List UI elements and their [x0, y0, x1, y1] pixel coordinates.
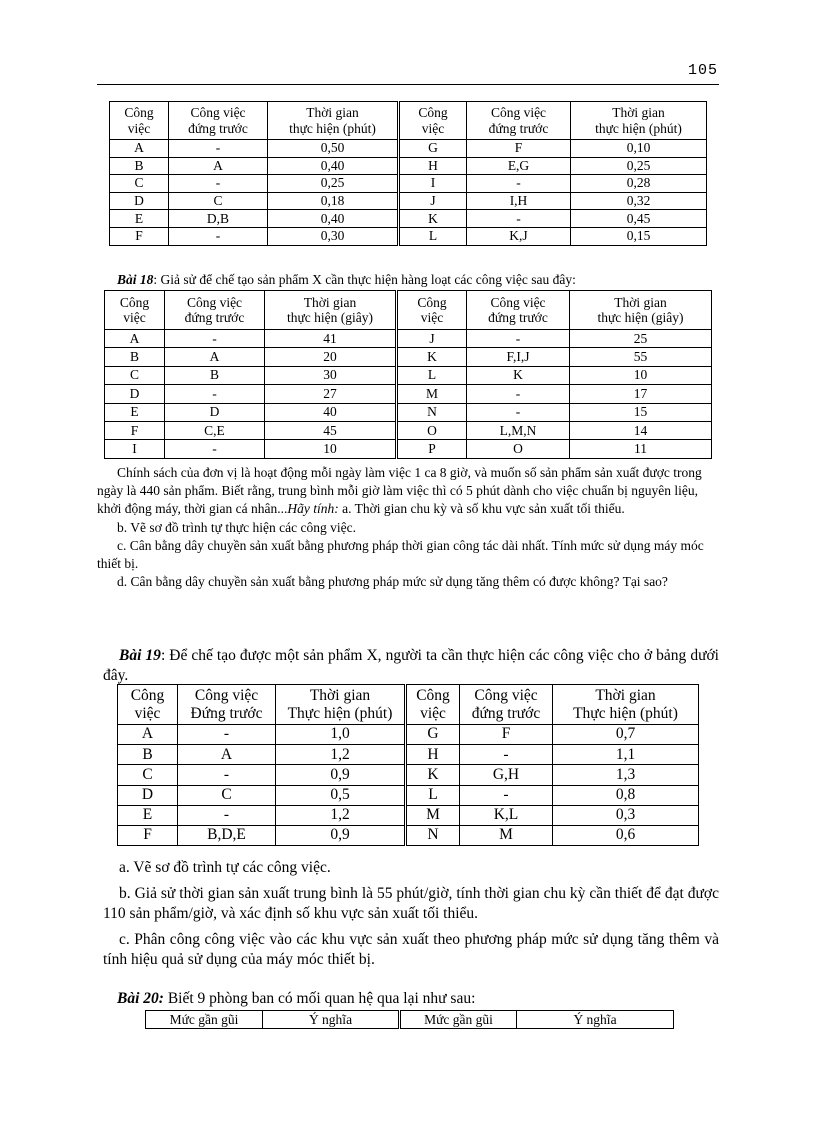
header-text: Công việc	[190, 105, 246, 121]
table-cell: B	[105, 348, 165, 366]
table-cell: H	[406, 745, 460, 765]
header-cell	[460, 685, 553, 725]
question-b: b. Vẽ sơ đồ trình tự thực hiện các công việc.	[117, 519, 356, 535]
table-cell: M	[406, 805, 460, 825]
header-text: việc	[134, 704, 161, 722]
table-cell: P	[397, 440, 467, 458]
header-text: việc	[127, 120, 151, 136]
header-text: Thời gian	[306, 105, 359, 121]
task-table-2	[104, 290, 712, 459]
table-cell: 0,5	[276, 785, 406, 805]
header-text: việc	[421, 120, 445, 136]
table-row	[110, 140, 707, 158]
table-cell: -	[178, 725, 276, 745]
table-cell: -	[467, 210, 571, 228]
exercise-intro: : Giả sử để chế tạo sản phẩm X cần thực hiện hàng loạt các công việc sau đây:	[153, 272, 576, 287]
table-cell: 0,18	[268, 192, 399, 210]
header-text: Công việc	[194, 687, 259, 705]
table-cell: 55	[570, 348, 712, 366]
table-cell: E	[110, 210, 169, 228]
table-row	[110, 157, 707, 175]
table-cell: G	[399, 140, 467, 158]
header-text: Công	[130, 687, 165, 705]
header-cell	[571, 102, 707, 140]
header-cell	[146, 1011, 263, 1029]
header-cell	[268, 102, 399, 140]
table-cell: I	[399, 175, 467, 193]
table-cell: H	[399, 157, 467, 175]
table-row	[105, 440, 712, 458]
table-cell: 17	[570, 385, 712, 403]
header-cell	[118, 685, 178, 725]
table-cell: E	[105, 403, 165, 421]
table-cell: O	[467, 440, 570, 458]
header-text: Thực hiện (phút)	[287, 704, 393, 722]
table-cell: 0,25	[571, 157, 707, 175]
task-table-1	[109, 101, 707, 246]
question-d: d. Cân bằng dây chuyền sản xuất bằng phương pháp mức sử dụng tăng thêm có được không? Tại sao?	[117, 574, 668, 590]
table-cell: F,I,J	[467, 348, 570, 366]
table-cell: -	[467, 330, 570, 348]
table-cell: -	[178, 805, 276, 825]
table-row	[118, 725, 699, 745]
table-row	[118, 745, 699, 765]
table-cell: I	[105, 440, 165, 458]
table-cell: L	[406, 785, 460, 805]
header-cell	[105, 291, 165, 330]
table-cell: D	[118, 785, 178, 805]
question-a: a. Vẽ sơ đồ trình tự các công việc.	[119, 859, 331, 876]
table-cell: E	[118, 805, 178, 825]
header-text: việc	[420, 704, 446, 722]
table-cell: B	[110, 157, 169, 175]
exercise-title: Bài 20:	[117, 990, 164, 1007]
table-row	[118, 805, 699, 825]
table-header	[118, 685, 699, 725]
table-cell: 15	[570, 403, 712, 421]
table-row	[105, 385, 712, 403]
header-text: Công	[119, 294, 150, 310]
table-row	[110, 175, 707, 193]
header-text: Thực hiện (phút)	[573, 704, 678, 722]
table-cell: 1,3	[553, 765, 699, 785]
table-cell: D	[165, 403, 265, 421]
table-cell: 0,28	[571, 175, 707, 193]
header-text: Công việc	[490, 105, 547, 121]
table-cell: K	[467, 366, 570, 384]
task-table-3	[117, 684, 699, 846]
table-cell: G	[406, 725, 460, 745]
table-cell: K	[399, 210, 467, 228]
table-cell: A	[105, 330, 165, 348]
header-cell	[517, 1011, 674, 1029]
header-row	[110, 102, 707, 140]
table-row	[105, 330, 712, 348]
table-cell: F	[467, 140, 571, 158]
table-cell: B	[118, 745, 178, 765]
table-cell: 20	[265, 348, 397, 366]
header-text: đứng trước	[488, 120, 549, 136]
table-cell: C	[118, 765, 178, 785]
header-text: Ý nghĩa	[308, 1011, 353, 1027]
table-cell: B	[165, 366, 265, 384]
table-row	[105, 366, 712, 384]
header-cell	[178, 685, 276, 725]
table-cell: M	[397, 385, 467, 403]
header-text: Công	[124, 105, 154, 121]
table-row	[118, 785, 699, 805]
header-cell	[169, 102, 268, 140]
header-text: Thời gian	[303, 294, 357, 310]
header-text: Công việc	[474, 687, 538, 705]
relationship-table	[145, 1010, 674, 1029]
table-cell: 1,2	[276, 805, 406, 825]
table-cell: 1,2	[276, 745, 406, 765]
table-cell: 40	[265, 403, 397, 421]
table-row	[110, 227, 707, 245]
table-cell: 41	[265, 330, 397, 348]
table-cell: F	[118, 825, 178, 845]
table-cell: -	[178, 765, 276, 785]
table-row	[118, 765, 699, 785]
table-cell: 0,7	[553, 725, 699, 745]
header-cell	[165, 291, 265, 330]
table-cell: 0,9	[276, 765, 406, 785]
table-row	[105, 348, 712, 366]
header-text: đứng trước	[184, 310, 245, 325]
table-cell: N	[406, 825, 460, 845]
table-cell: F	[105, 421, 165, 439]
table-cell: 0,40	[268, 157, 399, 175]
table-cell: A	[169, 157, 268, 175]
exercise-title: Bài 18	[117, 272, 154, 287]
header-text: thực hiện (phút)	[289, 120, 376, 136]
table-cell: K	[406, 765, 460, 785]
bai19-heading	[103, 646, 719, 686]
header-cell	[467, 102, 571, 140]
header-text: thực hiện (giây)	[286, 310, 374, 325]
table-cell: 14	[570, 421, 712, 439]
table-cell: 45	[265, 421, 397, 439]
table-cell: K	[397, 348, 467, 366]
header-row	[146, 1011, 674, 1029]
table-cell: 0,40	[268, 210, 399, 228]
table-cell: -	[460, 785, 553, 805]
table-cell: 0,6	[553, 825, 699, 845]
table-cell: B,D,E	[178, 825, 276, 845]
bai18-paragraph	[97, 464, 717, 519]
header-text: Công việc	[490, 294, 546, 310]
question-b: b. Giả sử thời gian sản xuất trung bình là 55 phút/giờ, tính thời gian chu kỳ cần thiết để đạt được 110 sản phẩm/giờ, và xác định số khu vực sản xuất tối thiểu.	[103, 885, 719, 922]
table-cell: 0,45	[571, 210, 707, 228]
table-cell: 30	[265, 366, 397, 384]
table-cell: 1,0	[276, 725, 406, 745]
table-cell: F	[460, 725, 553, 745]
table-cell: -	[169, 175, 268, 193]
header-text: Công	[417, 294, 447, 310]
table-cell: -	[165, 440, 265, 458]
table-cell: C	[110, 175, 169, 193]
table-cell: O	[397, 421, 467, 439]
table-cell: C	[105, 366, 165, 384]
header-text: Thời gian	[614, 294, 667, 310]
table-cell: 0,32	[571, 192, 707, 210]
table-cell: -	[467, 403, 570, 421]
table-cell: -	[460, 745, 553, 765]
header-cell	[276, 685, 406, 725]
header-text: Mức gần gũi	[169, 1011, 239, 1027]
table-cell: -	[467, 175, 571, 193]
table-cell: A	[165, 348, 265, 366]
question-c: c. Cân bằng dây chuyền sản xuất bằng phương pháp thời gian công tác dài nhất. Tính mức sử dụng máy móc thiết bị.	[97, 537, 704, 572]
header-row	[105, 291, 712, 330]
table-cell: I,H	[467, 192, 571, 210]
table-cell: C,E	[165, 421, 265, 439]
table-cell: E,G	[467, 157, 571, 175]
table-cell: G,H	[460, 765, 553, 785]
table-row	[110, 192, 707, 210]
table-cell: 0,10	[571, 140, 707, 158]
table-cell: K,L	[460, 805, 553, 825]
paragraph-text: Chính sách của đơn vị là hoạt động mỗi ngày làm việc 1 ca 8 giờ, và muốn số sản phẩm sản xuất được trong ngày là 440 sản phẩm. Biết rằng, trung bình mỗi giờ làm việc thì có 5 phút dành cho việc chuẩn bị nguyên liệu, khởi động máy, thời gian cá nhân...	[97, 465, 702, 517]
table-cell: -	[169, 140, 268, 158]
header-cell	[406, 685, 460, 725]
table-cell: 11	[570, 440, 712, 458]
table-cell: 0,15	[571, 227, 707, 245]
question-a: a. Thời gian chu kỳ và số khu vực sản xuất tối thiểu.	[338, 501, 625, 517]
table-cell: 0,8	[553, 785, 699, 805]
exercise-intro: : Để chế tạo được một sản phẩm X, người ta cần thực hiện các công việc cho ở bảng dưới đây.	[103, 647, 719, 684]
table-cell: -	[165, 385, 265, 403]
header-text: Công	[418, 105, 448, 121]
header-text: Thời gian	[309, 687, 371, 705]
table-cell: A	[110, 140, 169, 158]
table-row	[105, 421, 712, 439]
table-cell: 0,3	[553, 805, 699, 825]
table-cell: J	[399, 192, 467, 210]
table-cell: 25	[570, 330, 712, 348]
header-text: việc	[123, 310, 146, 325]
page-number: 105	[687, 62, 718, 79]
question-c: c. Phân công công việc vào các khu vực sản xuất theo phương pháp mức sử dụng tăng thêm và tính hiệu quả sử dụng của máy móc thiết bị.	[103, 931, 719, 968]
header-rule	[97, 84, 719, 85]
header-text: Ý nghĩa	[573, 1011, 617, 1027]
table-cell: N	[397, 403, 467, 421]
table-cell: L,M,N	[467, 421, 570, 439]
table-cell: 0,9	[276, 825, 406, 845]
header-text: Mức gần gũi	[424, 1011, 493, 1027]
header-cell	[400, 1011, 517, 1029]
table-cell: 0,50	[268, 140, 399, 158]
hay-tinh-text: Hãy tính:	[287, 501, 339, 517]
table-cell: 10	[570, 366, 712, 384]
table-row	[118, 825, 699, 845]
header-text: Đứng trước	[190, 704, 263, 722]
bai20-heading	[117, 989, 475, 1009]
header-cell	[110, 102, 169, 140]
table-cell: J	[397, 330, 467, 348]
table-cell: L	[399, 227, 467, 245]
header-text: đứng trước	[188, 120, 248, 136]
header-text: Công	[416, 687, 450, 705]
table-cell: C	[178, 785, 276, 805]
header-text: Công việc	[186, 294, 243, 310]
table-cell: D,B	[169, 210, 268, 228]
table-cell: 10	[265, 440, 397, 458]
bai18-body	[97, 464, 717, 591]
header-text: Thời gian	[612, 105, 665, 121]
exercise-title: Bài 19	[119, 647, 161, 664]
header-text: thực hiện (giây)	[597, 310, 684, 325]
bai19-questions	[103, 858, 719, 970]
table-cell: D	[105, 385, 165, 403]
table-header	[105, 291, 712, 330]
header-text: việc	[420, 310, 444, 325]
table-row	[110, 210, 707, 228]
table-cell: A	[178, 745, 276, 765]
table-cell: 27	[265, 385, 397, 403]
table-cell: 0,30	[268, 227, 399, 245]
table-cell: A	[118, 725, 178, 745]
table-header	[146, 1011, 674, 1029]
table-cell: -	[467, 385, 570, 403]
exercise-intro: Biết 9 phòng ban có mối quan hệ qua lại như sau:	[163, 990, 476, 1007]
header-text: thực hiện (phút)	[595, 120, 682, 136]
header-cell	[553, 685, 699, 725]
header-cell	[397, 291, 467, 330]
header-row	[118, 685, 699, 725]
table-row	[105, 403, 712, 421]
table-cell: -	[169, 227, 268, 245]
table-header	[110, 102, 707, 140]
header-cell	[399, 102, 467, 140]
table-cell: M	[460, 825, 553, 845]
table-cell: C	[169, 192, 268, 210]
bai18-heading	[117, 271, 717, 289]
header-text: Thời gian	[595, 687, 656, 705]
header-cell	[570, 291, 712, 330]
table-cell: L	[397, 366, 467, 384]
header-text: đứng trước	[488, 310, 548, 325]
table-cell: 0,25	[268, 175, 399, 193]
table-cell: D	[110, 192, 169, 210]
header-cell	[467, 291, 570, 330]
header-cell	[265, 291, 397, 330]
table-cell: -	[165, 330, 265, 348]
table-cell: K,J	[467, 227, 571, 245]
header-text: đứng trước	[471, 704, 541, 722]
table-cell: 1,1	[553, 745, 699, 765]
table-cell: F	[110, 227, 169, 245]
header-cell	[263, 1011, 400, 1029]
